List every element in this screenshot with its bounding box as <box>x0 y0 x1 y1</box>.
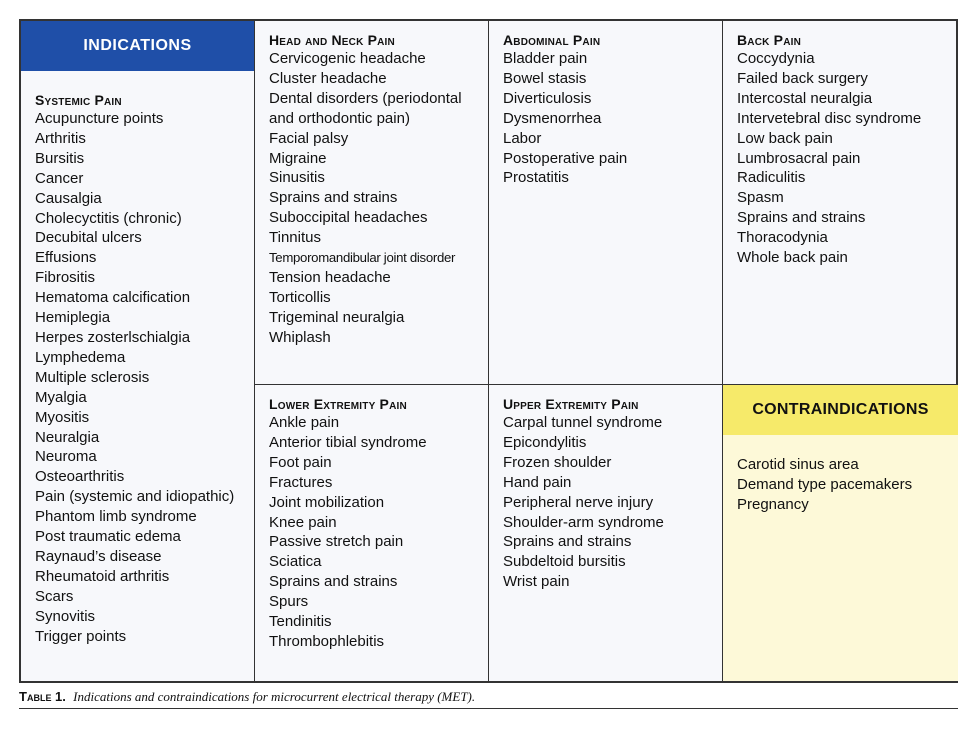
list-item: Trigger points <box>35 627 127 645</box>
list-item: Migraine <box>269 149 327 167</box>
list-item: Osteoarthritis <box>35 468 125 486</box>
list-item: Suboccipital headaches <box>269 209 428 227</box>
list-item: Prostatitis <box>503 169 569 187</box>
list-item: Spurs <box>269 593 309 611</box>
indications-column <box>21 21 255 681</box>
list-item: Trigeminal neuralgia <box>269 308 405 326</box>
list-item: Neuralgia <box>35 428 100 446</box>
list-item: and orthodontic pain) <box>269 109 410 127</box>
list-item: Intervetebral disc syndrome <box>737 109 922 127</box>
list-item: Demand type pacemakers <box>737 475 913 493</box>
list-item: Coccydynia <box>737 50 815 67</box>
caption-label: Table 1. <box>19 689 66 704</box>
list-item: Bursitis <box>35 149 85 167</box>
list-item: Anterior tibial syndrome <box>269 433 427 451</box>
list-item: Pain (systemic and idiopathic) <box>35 488 235 506</box>
list-item: Hemiplegia <box>35 309 111 327</box>
list-item: Synovitis <box>35 607 96 625</box>
back-heading: Back Pain <box>737 32 802 48</box>
list-item: Herpes zosterlschialgia <box>35 328 191 346</box>
list-item: Tinnitus <box>269 229 321 247</box>
list-item: Intercostal neuralgia <box>737 89 873 107</box>
contraindications-list <box>737 455 948 515</box>
list-item: Lymphedema <box>35 348 126 366</box>
back-section <box>723 21 958 385</box>
list-item: Postoperative pain <box>503 149 628 167</box>
list-item: Effusions <box>35 249 97 267</box>
list-item: Spasm <box>737 189 784 207</box>
list-item: Sprains and strains <box>269 189 398 207</box>
head-neck-section <box>255 21 489 385</box>
list-item: Tendinitis <box>269 613 332 631</box>
list-item: Carotid sinus area <box>737 456 859 473</box>
list-item: Diverticulosis <box>503 89 592 107</box>
list-item: Scars <box>35 587 74 605</box>
list-item: Neuroma <box>35 448 97 466</box>
list-item: Myositis <box>35 408 90 426</box>
list-item: Hematoma calcification <box>35 289 191 307</box>
list-item: Subdeltoid bursitis <box>503 553 626 571</box>
systemic-pain-heading: Systemic Pain <box>35 92 122 108</box>
list-item: Whiplash <box>269 328 331 346</box>
list-item: Rheumatoid arthritis <box>35 567 170 585</box>
upper-extremity-heading: Upper Extremity Pain <box>503 396 639 412</box>
list-item: Thrombophlebitis <box>269 632 385 650</box>
list-item: Hand pain <box>503 473 572 491</box>
list-item: Fractures <box>269 473 333 491</box>
systemic-pain-list <box>35 109 244 646</box>
list-item: Dental disorders (periodontal <box>269 89 462 107</box>
list-item: Peripheral nerve injury <box>503 493 654 511</box>
list-item: Fibrositis <box>35 269 96 287</box>
head-neck-list <box>269 49 476 348</box>
contraindications-section <box>723 385 958 681</box>
list-item: Multiple sclerosis <box>35 368 150 386</box>
indications-header: INDICATIONS <box>21 21 254 71</box>
upper-extremity-section <box>489 385 723 681</box>
list-item: Frozen shoulder <box>503 453 612 471</box>
list-item: Sciatica <box>269 553 322 571</box>
back-list <box>737 49 946 268</box>
list-item: Sprains and strains <box>269 573 398 591</box>
list-item: Cancer <box>35 169 84 187</box>
list-item: Low back pain <box>737 129 833 147</box>
list-item: Ankle pain <box>269 414 340 431</box>
table-caption <box>19 689 958 705</box>
list-item: Thoracodynia <box>737 229 828 247</box>
list-item: Bladder pain <box>503 50 588 67</box>
list-item: Causalgia <box>35 189 102 207</box>
list-item: Phantom limb syndrome <box>35 508 197 526</box>
lower-extremity-heading: Lower Extremity Pain <box>269 396 407 412</box>
indications-table <box>19 19 958 683</box>
list-item: Sprains and strains <box>503 533 632 551</box>
list-item: Facial palsy <box>269 129 349 147</box>
list-item: Cervicogenic headache <box>269 50 426 67</box>
abdominal-section <box>489 21 723 385</box>
list-item: Bowel stasis <box>503 69 587 87</box>
list-item: Foot pain <box>269 453 332 471</box>
list-item: Sprains and strains <box>737 209 866 227</box>
list-item: Failed back surgery <box>737 69 868 87</box>
list-item: Pregnancy <box>737 495 809 513</box>
list-item: Cholecyctitis (chronic) <box>35 209 182 227</box>
list-item: Lumbrosacral pain <box>737 149 861 167</box>
list-item: Temporomandibular joint disorder <box>269 250 456 266</box>
abdominal-list <box>503 49 710 188</box>
caption-rule <box>19 708 958 709</box>
list-item: Cluster headache <box>269 69 387 87</box>
list-item: Decubital ulcers <box>35 229 142 247</box>
list-item: Passive stretch pain <box>269 533 404 551</box>
head-neck-heading: Head and Neck Pain <box>269 32 395 48</box>
lower-extremity-list <box>269 413 476 652</box>
abdominal-heading: Abdominal Pain <box>503 32 601 48</box>
list-item: Knee pain <box>269 513 337 531</box>
list-item: Whole back pain <box>737 249 848 267</box>
upper-extremity-list <box>503 413 710 592</box>
list-item: Post traumatic edema <box>35 528 181 546</box>
list-item: Torticollis <box>269 288 331 306</box>
list-item: Carpal tunnel syndrome <box>503 414 663 431</box>
list-item: Acupuncture points <box>35 110 164 127</box>
list-item: Radiculitis <box>737 169 806 187</box>
contraindications-header: CONTRAINDICATIONS <box>723 385 958 435</box>
list-item: Wrist pain <box>503 573 570 591</box>
list-item: Epicondylitis <box>503 433 587 451</box>
caption-text: Indications and contraindications for microcurrent electrical therapy (MET). <box>73 689 476 704</box>
list-item: Joint mobilization <box>269 493 385 511</box>
list-item: Labor <box>503 129 542 147</box>
lower-extremity-section <box>255 385 489 681</box>
list-item: Sinusitis <box>269 169 325 187</box>
list-item: Raynaud’s disease <box>35 547 162 565</box>
list-item: Myalgia <box>35 388 87 406</box>
list-item: Tension headache <box>269 268 391 286</box>
list-item: Arthritis <box>35 129 86 147</box>
list-item: Shoulder-arm syndrome <box>503 513 664 531</box>
list-item: Dysmenorrhea <box>503 109 602 127</box>
